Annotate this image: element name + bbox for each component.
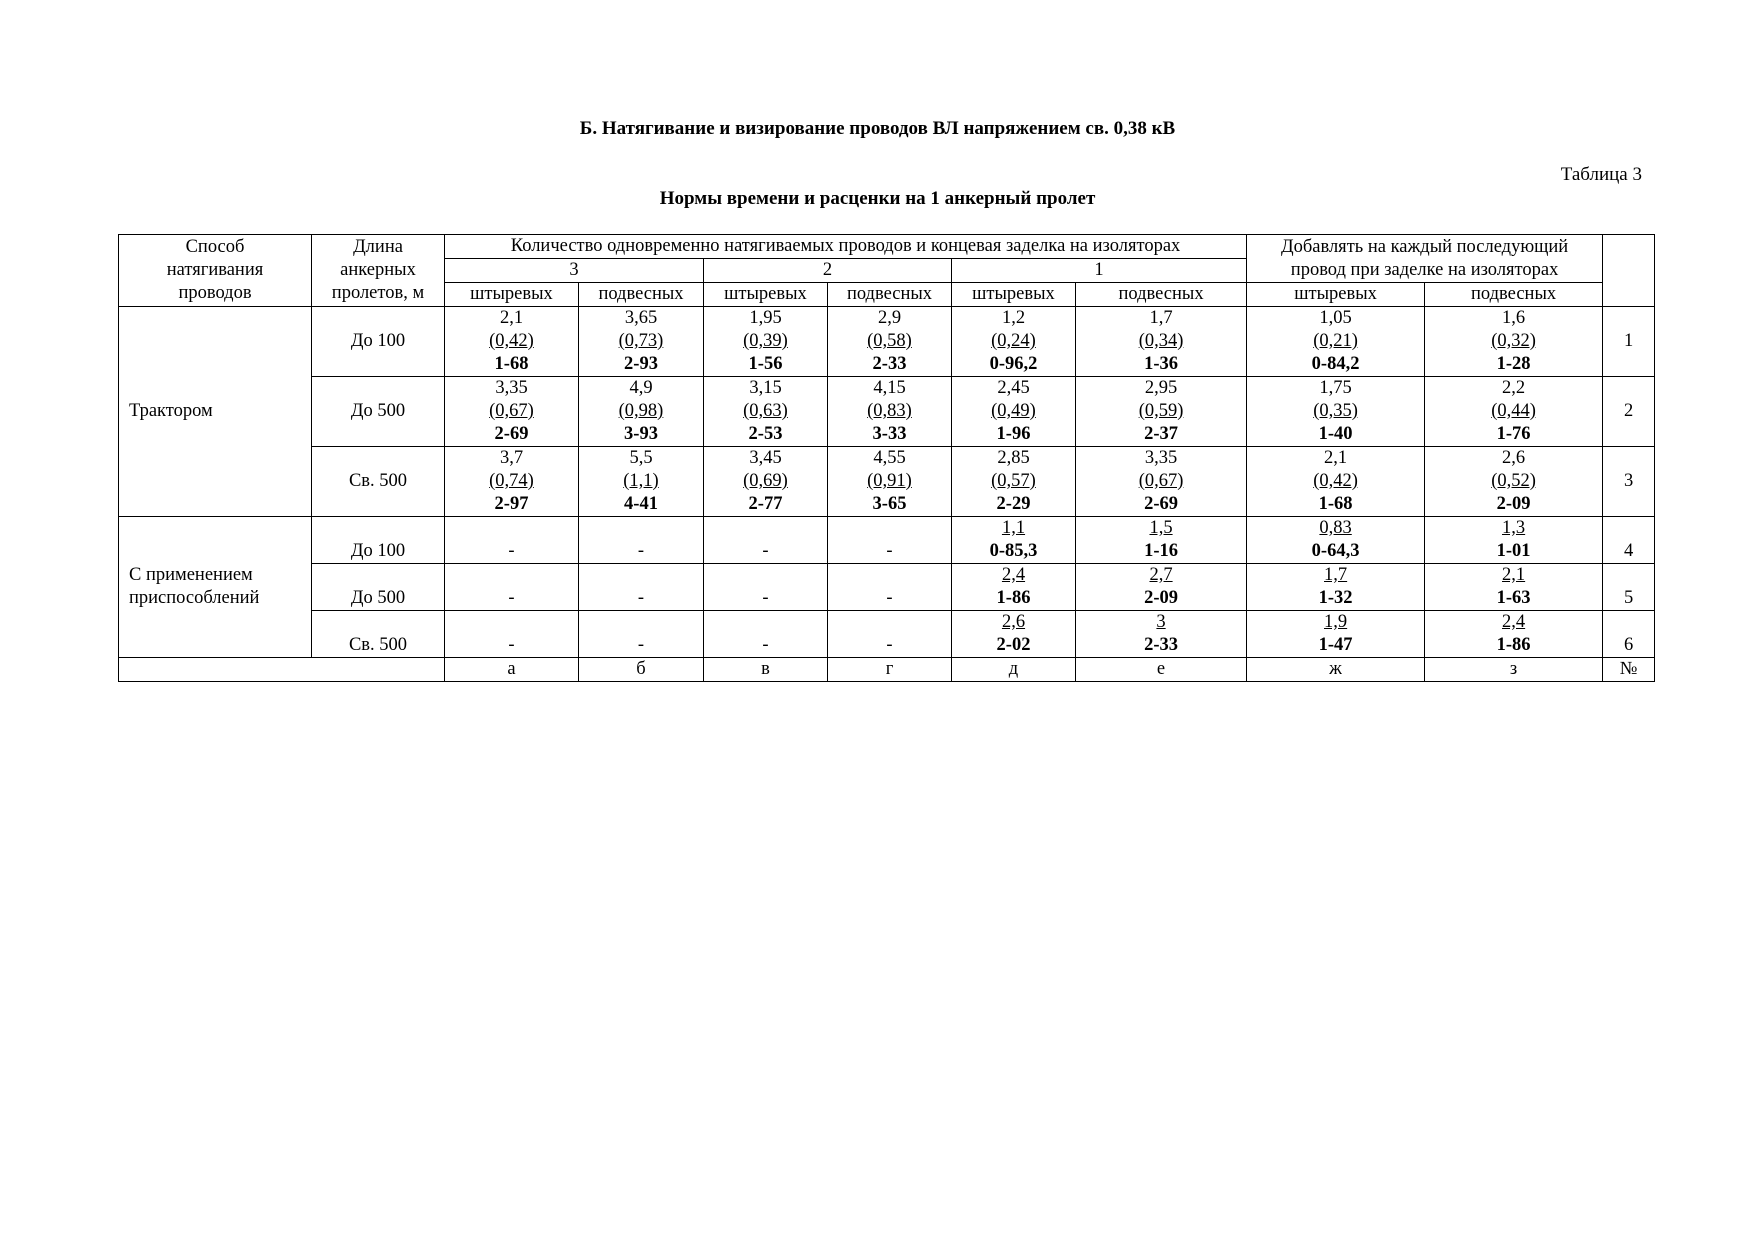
number-sign: № bbox=[1603, 658, 1655, 682]
row-number: 4 bbox=[1603, 517, 1655, 564]
table-subtitle: Нормы времени и расценки на 1 анкерный пролет bbox=[659, 188, 1096, 209]
column-letter: б bbox=[579, 658, 704, 682]
value-cell: 2,4 1-86 bbox=[952, 564, 1076, 611]
dash-cell: - bbox=[828, 611, 952, 658]
header-suspension: подвесных bbox=[828, 283, 952, 307]
value-cell: 2,45 (0,49) 1-96 bbox=[952, 377, 1076, 447]
column-letter: а bbox=[445, 658, 579, 682]
header-pin: штыревых bbox=[952, 283, 1076, 307]
row-length: Св. 500 bbox=[312, 611, 445, 658]
value-cell: 4,15 (0,83) 3-33 bbox=[828, 377, 952, 447]
header-method-line1: Способ bbox=[185, 237, 245, 257]
header-method-line3: проводов bbox=[178, 283, 252, 303]
dash-cell: - bbox=[579, 564, 704, 611]
row-length: До 500 bbox=[312, 564, 445, 611]
row-number: 2 bbox=[1603, 377, 1655, 447]
value-cell: 1,6 (0,32) 1-28 bbox=[1425, 307, 1603, 377]
value-cell: 2,6 2-02 bbox=[952, 611, 1076, 658]
header-suspension: подвесных bbox=[1076, 283, 1247, 307]
header-suspension: подвесных bbox=[579, 283, 704, 307]
header-pin: штыревых bbox=[704, 283, 828, 307]
value-cell: 2,2 (0,44) 1-76 bbox=[1425, 377, 1603, 447]
column-letter: ж bbox=[1247, 658, 1425, 682]
header-count-3: 3 bbox=[445, 259, 704, 283]
method-devices bbox=[119, 517, 312, 658]
value-cell: 1,9 1-47 bbox=[1247, 611, 1425, 658]
header-row-1 bbox=[119, 235, 1655, 259]
header-length-line3: пролетов, м bbox=[331, 283, 425, 303]
dash-cell: - bbox=[704, 564, 828, 611]
table-row bbox=[119, 517, 1655, 564]
footer-row bbox=[119, 658, 1655, 682]
value-cell: 1,05 (0,21) 0-84,2 bbox=[1247, 307, 1425, 377]
table-row bbox=[119, 564, 1655, 611]
value-cell: 3 2-33 bbox=[1076, 611, 1247, 658]
header-count-2: 2 bbox=[704, 259, 952, 283]
value-cell: 2,7 2-09 bbox=[1076, 564, 1247, 611]
document-title: Б. Натягивание и визирование проводов ВЛ напряжением св. 0,38 кВ bbox=[579, 118, 1176, 139]
header-add-line2: провод при заделке на изоляторах bbox=[1290, 259, 1559, 280]
value-cell: 2,1 (0,42) 1-68 bbox=[445, 307, 579, 377]
row-number: 6 bbox=[1603, 611, 1655, 658]
header-suspension: подвесных bbox=[1425, 283, 1603, 307]
dash-cell: - bbox=[445, 564, 579, 611]
value-cell: 4,9 (0,98) 3-93 bbox=[579, 377, 704, 447]
table-row bbox=[119, 447, 1655, 517]
column-letter: з bbox=[1425, 658, 1603, 682]
value-cell: 3,65 (0,73) 2-93 bbox=[579, 307, 704, 377]
value-cell: 3,45 (0,69) 2-77 bbox=[704, 447, 828, 517]
dash-cell: - bbox=[828, 517, 952, 564]
value-cell: 2,1 (0,42) 1-68 bbox=[1247, 447, 1425, 517]
value-cell: 2,95 (0,59) 2-37 bbox=[1076, 377, 1247, 447]
dash-cell: - bbox=[579, 611, 704, 658]
value-cell: 2,1 1-63 bbox=[1425, 564, 1603, 611]
method-devices-line1: С применением bbox=[129, 565, 253, 585]
value-cell: 1,1 0-85,3 bbox=[952, 517, 1076, 564]
row-number: 3 bbox=[1603, 447, 1655, 517]
dash-cell: - bbox=[704, 517, 828, 564]
dash-cell: - bbox=[579, 517, 704, 564]
method-tractor: Трактором bbox=[119, 307, 312, 517]
header-pin: штыревых bbox=[1247, 283, 1425, 307]
column-letter: в bbox=[704, 658, 828, 682]
table-number: Таблица 3 bbox=[1560, 164, 1642, 185]
row-length: До 100 bbox=[312, 517, 445, 564]
value-cell: 2,9 (0,58) 2-33 bbox=[828, 307, 952, 377]
value-cell: 3,35 (0,67) 2-69 bbox=[445, 377, 579, 447]
row-number: 5 bbox=[1603, 564, 1655, 611]
column-letter: е bbox=[1076, 658, 1247, 682]
header-length bbox=[312, 235, 445, 307]
dash-cell: - bbox=[445, 517, 579, 564]
header-add-each bbox=[1247, 235, 1603, 283]
row-length: До 500 bbox=[312, 377, 445, 447]
value-cell: 1,95 (0,39) 1-56 bbox=[704, 307, 828, 377]
row-length: До 100 bbox=[312, 307, 445, 377]
table-row bbox=[119, 611, 1655, 658]
dash-cell: - bbox=[445, 611, 579, 658]
value-cell: 2,4 1-86 bbox=[1425, 611, 1603, 658]
header-method bbox=[119, 235, 312, 307]
dash-cell: - bbox=[704, 611, 828, 658]
header-count-group: Количество одновременно натягиваемых проводов и концевая заделка на изоляторах bbox=[445, 235, 1247, 259]
value-cell: 3,15 (0,63) 2-53 bbox=[704, 377, 828, 447]
value-cell: 1,7 1-32 bbox=[1247, 564, 1425, 611]
value-cell: 2,6 (0,52) 2-09 bbox=[1425, 447, 1603, 517]
value-cell: 5,5 (1,1) 4-41 bbox=[579, 447, 704, 517]
value-cell: 4,55 (0,91) 3-65 bbox=[828, 447, 952, 517]
value-cell: 0,83 0-64,3 bbox=[1247, 517, 1425, 564]
value-cell: 2,85 (0,57) 2-29 bbox=[952, 447, 1076, 517]
header-pin: штыревых bbox=[445, 283, 579, 307]
table-row bbox=[119, 307, 1655, 377]
value-cell: 1,7 (0,34) 1-36 bbox=[1076, 307, 1247, 377]
row-number: 1 bbox=[1603, 307, 1655, 377]
header-method-line2: натягивания bbox=[166, 260, 264, 280]
value-cell: 1,75 (0,35) 1-40 bbox=[1247, 377, 1425, 447]
value-cell: 1,2 (0,24) 0-96,2 bbox=[952, 307, 1076, 377]
table-row bbox=[119, 377, 1655, 447]
method-devices-line2: приспособлений bbox=[129, 588, 260, 608]
value-cell: 3,7 (0,74) 2-97 bbox=[445, 447, 579, 517]
norms-table bbox=[118, 234, 1655, 682]
value-cell: 1,5 1-16 bbox=[1076, 517, 1247, 564]
header-add-line1: Добавлять на каждый последующий bbox=[1280, 236, 1569, 257]
row-length: Св. 500 bbox=[312, 447, 445, 517]
column-letter: г bbox=[828, 658, 952, 682]
header-count-1: 1 bbox=[952, 259, 1247, 283]
footer-blank bbox=[119, 658, 445, 682]
header-length-line1: Длина bbox=[353, 237, 403, 257]
value-cell: 1,3 1-01 bbox=[1425, 517, 1603, 564]
column-letter: д bbox=[952, 658, 1076, 682]
value-cell: 3,35 (0,67) 2-69 bbox=[1076, 447, 1247, 517]
header-length-line2: анкерных bbox=[340, 260, 416, 280]
dash-cell: - bbox=[828, 564, 952, 611]
header-num-blank bbox=[1603, 235, 1655, 307]
